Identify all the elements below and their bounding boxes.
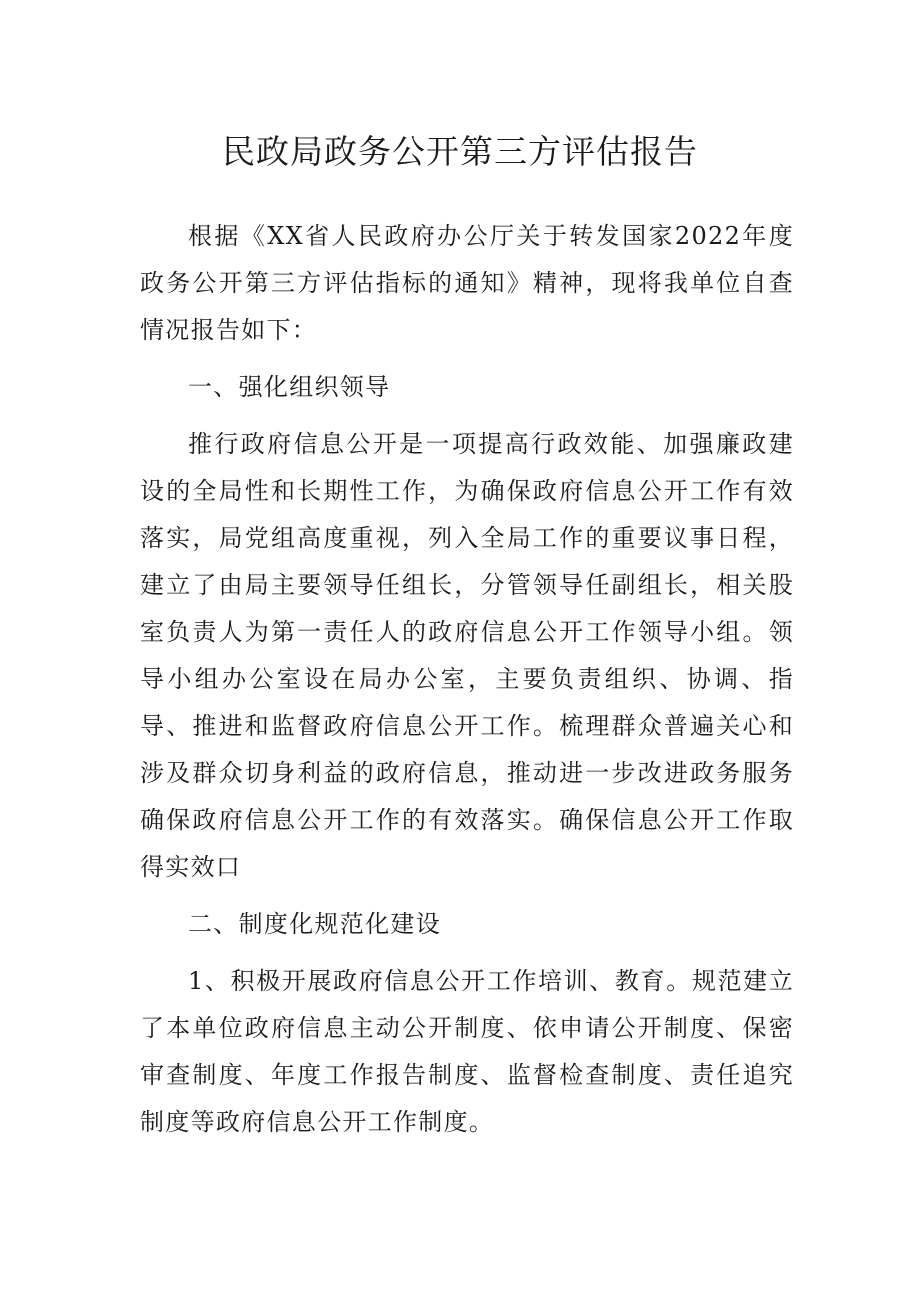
section-2-paragraph: 1、积极开展政府信息公开工作培训、教育。规范建立了本单位政府信息主动公开制度、依申请公开制度、保密审查制度、年度工作报告制度、监督检查制度、责任追究制度等政府信息公开工作制度。 (140, 967, 794, 1136)
spacer (140, 891, 794, 901)
spacer (140, 354, 794, 364)
intro-paragraph: 根据《XX省人民政府办公厅关于转发国家2022年度政务公开第三方评估指标的通知》精神，现将我单位自查情况报告如下： (140, 222, 794, 344)
section-1-paragraph: 推行政府信息公开是一项提高行政效能、加强廉政建设的全局性和长期性工作，为确保政府信息公开工作有效落实，局党组高度重视，列入全局工作的重要议事日程，建立了由局主要领导任组长，分管领导任副组长，相关股室负责人为第一责任人的政府信息公开工作领导小组。领导小组办公室设在局办公室，主要负责组织、协调、指导、推进和监督政府信息公开工作。梳理群众普遍关心和涉及群众切身利益的政府信息，推动进一步改进政务服务确保政府信息公开工作的有效落实。确保信息公开工作取得实效口 (140, 430, 794, 881)
spacer (140, 948, 794, 958)
section-heading-2: 二、制度化规范化建设 (188, 910, 441, 938)
section-heading-1: 一、强化组织领导 (188, 373, 391, 401)
document-body (140, 213, 794, 1146)
document-title: 民政局政务公开第三方评估报告 (222, 132, 698, 171)
spacer (140, 411, 794, 421)
